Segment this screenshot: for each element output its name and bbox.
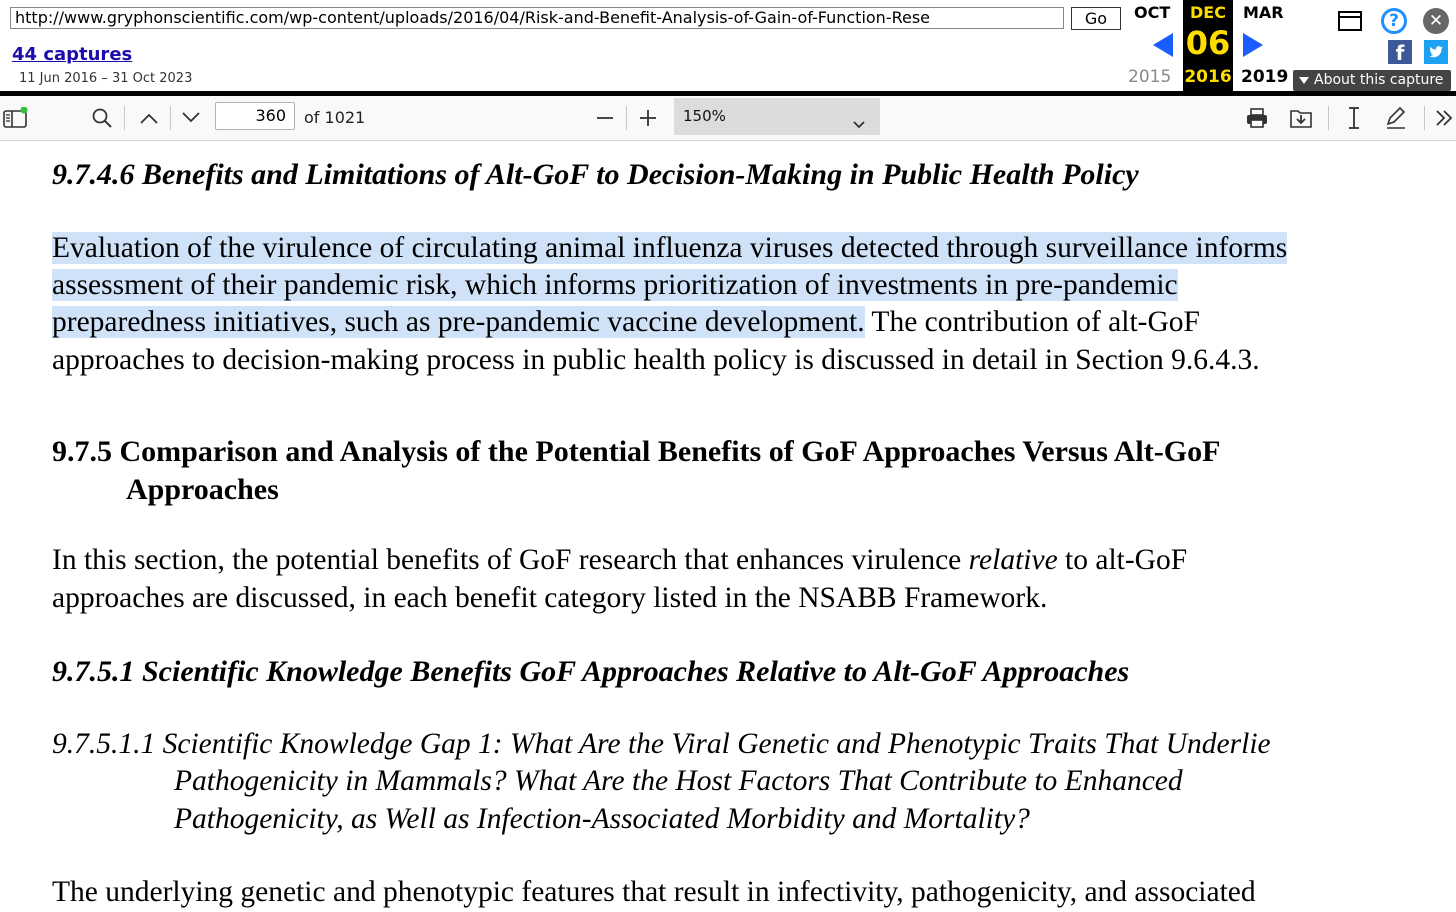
current-capture-date bbox=[1183, 0, 1233, 91]
facebook-icon[interactable]: f bbox=[1388, 40, 1412, 64]
zoom-value: 150% bbox=[683, 107, 726, 125]
next-year-link[interactable]: 2019 bbox=[1241, 67, 1289, 87]
captures-link[interactable]: 44 captures bbox=[12, 44, 133, 65]
page-number-input[interactable]: 360 bbox=[215, 102, 295, 130]
next-month-link[interactable]: MAR bbox=[1243, 3, 1284, 22]
pdf-toolbar bbox=[0, 96, 1456, 141]
previous-page-icon[interactable] bbox=[136, 96, 162, 140]
toolbar-separator bbox=[1328, 106, 1329, 130]
capture-date-range: 11 Jun 2016 – 31 Oct 2023 bbox=[19, 71, 193, 86]
heading-9-7-5-1: 9.7.5.1 Scientific Knowledge Benefits GoF Approaches Relative to Alt-GoF Approaches bbox=[52, 655, 1130, 688]
italic-text: relative bbox=[968, 544, 1058, 576]
sidebar-toggle-icon[interactable] bbox=[0, 96, 30, 140]
twitter-icon[interactable] bbox=[1424, 40, 1448, 64]
prev-year-link[interactable]: 2015 bbox=[1128, 67, 1172, 87]
paragraph-line: approaches are discussed, in each benefit category listed in the NSABB Framework. bbox=[52, 582, 1048, 614]
close-icon[interactable]: ✕ bbox=[1423, 8, 1449, 34]
toolbar-separator bbox=[170, 106, 171, 130]
paragraph-line bbox=[52, 267, 1178, 305]
paragraph-line bbox=[52, 304, 1200, 342]
window-icon[interactable] bbox=[1338, 11, 1362, 31]
toolbar-separator bbox=[124, 106, 125, 130]
zoom-select[interactable] bbox=[674, 98, 880, 135]
pdf-page-content bbox=[0, 141, 1456, 912]
heading-9-7-5-1-1-continued: Pathogenicity in Mammals? What Are the Host Factors That Contribute to Enhanced bbox=[174, 765, 1183, 797]
toolbar-separator bbox=[1424, 106, 1425, 130]
highlighted-text: assessment of their pandemic risk, which informs prioritization of investments in pre-pandemic bbox=[52, 269, 1178, 301]
current-day: 06 bbox=[1185, 24, 1231, 62]
paragraph-line: approaches to decision-making process in public health policy is discussed in detail in Section 9.6.4.3. bbox=[52, 344, 1260, 376]
toolbar-separator bbox=[626, 106, 627, 130]
current-month: DEC bbox=[1190, 3, 1226, 22]
draw-icon[interactable] bbox=[1382, 96, 1410, 140]
highlighted-text: Evaluation of the virulence of circulating animal influenza viruses detected through surveillance informs bbox=[52, 232, 1288, 264]
current-year: 2016 bbox=[1184, 67, 1232, 87]
paragraph-line bbox=[52, 230, 1287, 268]
next-capture-arrow-icon[interactable] bbox=[1243, 33, 1263, 57]
prev-capture-arrow-icon[interactable] bbox=[1153, 33, 1173, 57]
zoom-in-icon[interactable] bbox=[635, 96, 661, 140]
about-capture-label: About this capture bbox=[1314, 72, 1444, 88]
heading-9-7-5-1-1-continued: Pathogenicity, as Well as Infection-Associated Morbidity and Mortality? bbox=[174, 803, 1030, 835]
paragraph-line: The underlying genetic and phenotypic features that result in infectivity, pathogenicity, and associated bbox=[52, 876, 1256, 908]
go-button[interactable]: Go bbox=[1071, 7, 1121, 30]
wayback-url-input[interactable]: http://www.gryphonscientific.com/wp-content/uploads/2016/04/Risk-and-Benefit-Analysis-of-Gain-of-Function-Rese bbox=[10, 7, 1064, 29]
page-total-label: of 1021 bbox=[304, 108, 366, 127]
heading-9-7-5: 9.7.5 Comparison and Analysis of the Potential Benefits of GoF Approaches Versus Alt-GoF bbox=[52, 435, 1221, 468]
paragraph-line bbox=[52, 542, 1187, 580]
wayback-toolbar bbox=[0, 0, 1456, 96]
about-capture-button[interactable] bbox=[1293, 70, 1451, 91]
highlighted-text: preparedness initiatives, such as pre-pandemic vaccine development. bbox=[52, 306, 865, 338]
paragraph-text: The contribution of alt-GoF bbox=[864, 306, 1200, 338]
heading-9-7-4-6: 9.7.4.6 Benefits and Limitations of Alt-GoF to Decision-Making in Public Health Policy bbox=[52, 158, 1139, 191]
prev-month-link[interactable]: OCT bbox=[1134, 3, 1171, 22]
text-select-icon[interactable] bbox=[1340, 96, 1368, 140]
print-icon[interactable] bbox=[1243, 96, 1271, 140]
more-tools-icon[interactable] bbox=[1432, 96, 1456, 140]
next-page-icon[interactable] bbox=[178, 96, 204, 140]
help-icon[interactable]: ? bbox=[1381, 8, 1407, 34]
search-icon[interactable] bbox=[88, 96, 116, 140]
zoom-out-icon[interactable] bbox=[592, 96, 618, 140]
heading-9-7-5-continued: Approaches bbox=[126, 473, 279, 506]
dropdown-triangle-icon bbox=[1299, 77, 1309, 84]
download-icon[interactable] bbox=[1287, 96, 1315, 140]
paragraph-text: to alt-GoF bbox=[1057, 544, 1188, 576]
paragraph-text: In this section, the potential benefits of GoF research that enhances virulence bbox=[52, 544, 969, 576]
heading-9-7-5-1-1: 9.7.5.1.1 Scientific Knowledge Gap 1: What Are the Viral Genetic and Phenotypic Traits That Underlie bbox=[52, 728, 1271, 760]
